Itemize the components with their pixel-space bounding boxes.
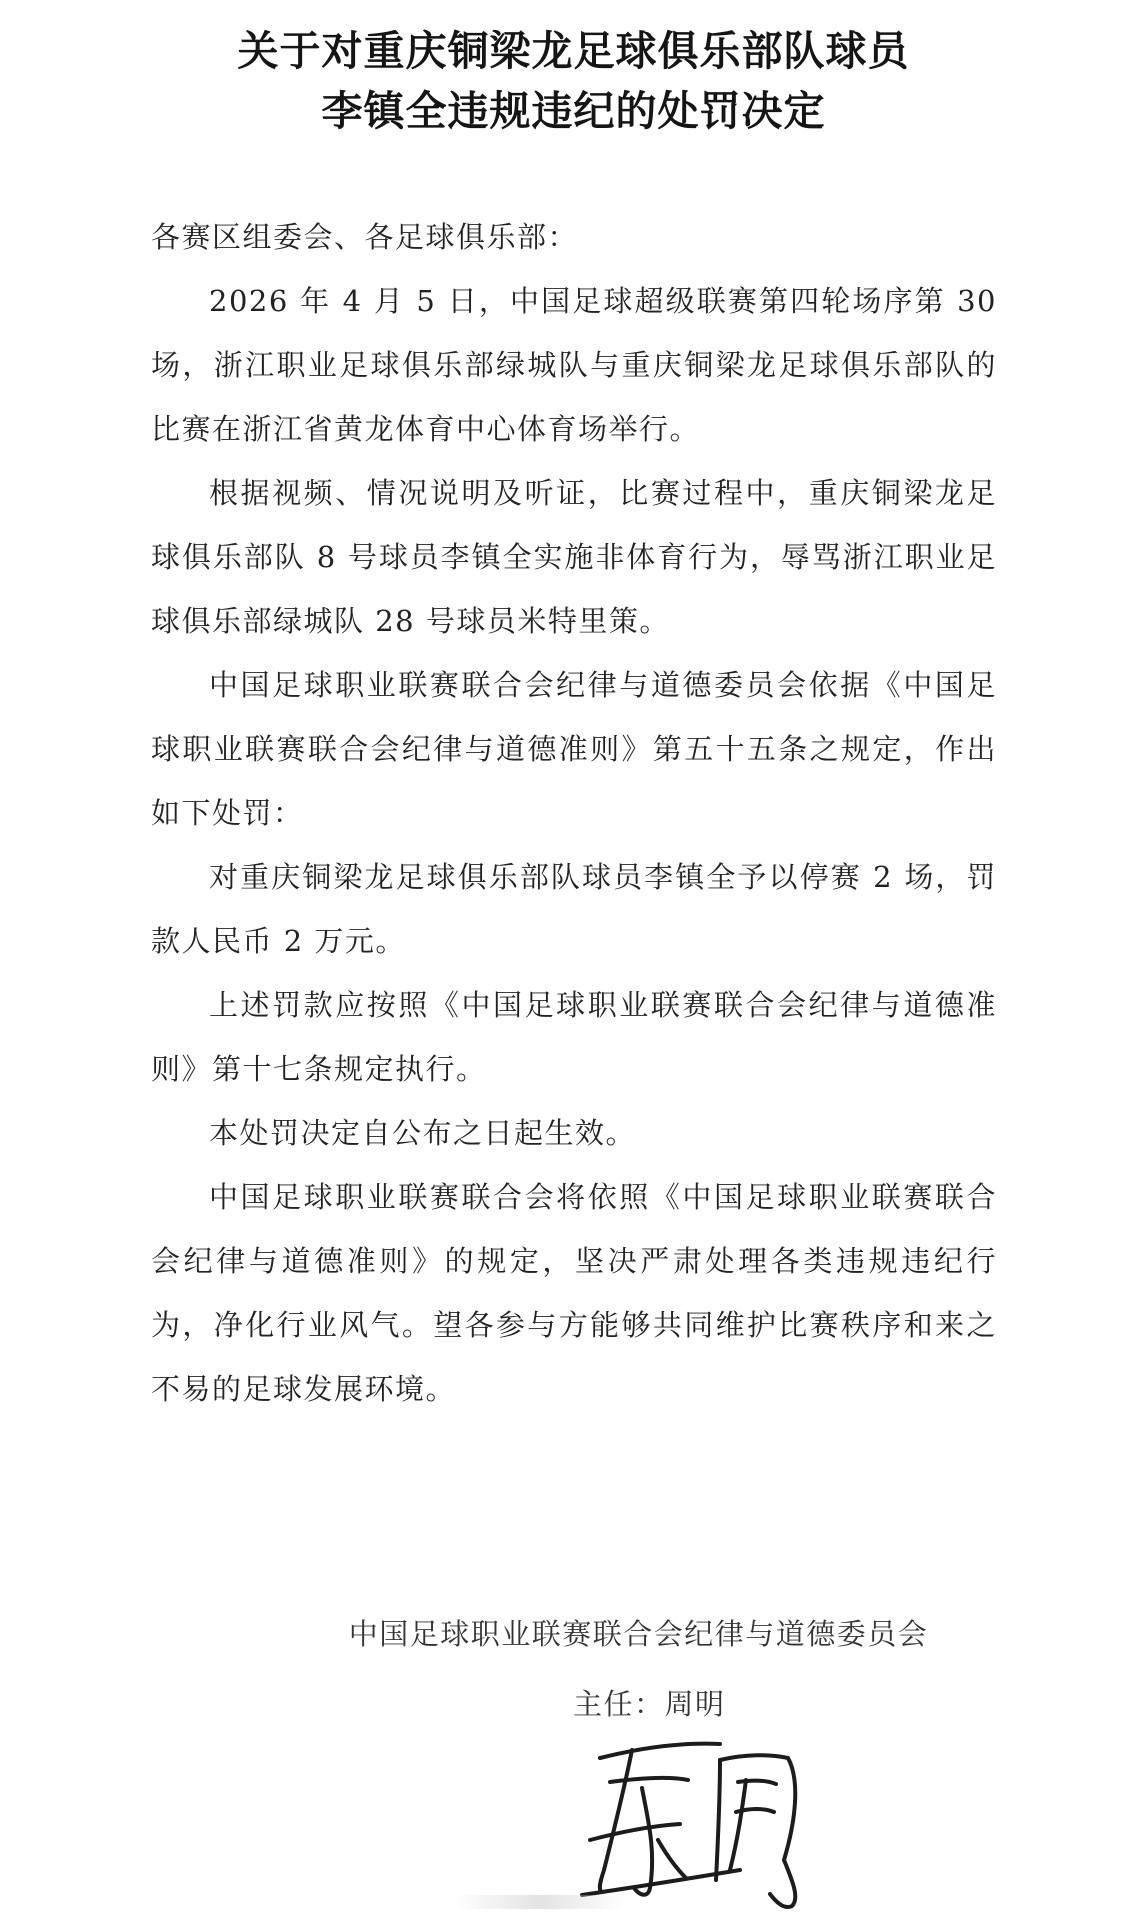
- paragraph-violation: 根据视频、情况说明及听证，比赛过程中，重庆铜梁龙足球俱乐部队 8 号球员李镇全实施非体育行为，辱骂浙江职业足球俱乐部绿城队 28 号球员米特里策。: [151, 476, 997, 638]
- document-body: [151, 205, 997, 1421]
- paragraph-closing: 中国足球职业联赛联合会将依照《中国足球职业联赛联合会纪律与道德准则》的规定，坚决严肃处理各类违规违纪行为，净化行业风气。望各参与方能够共同维护比赛秩序和来之不易的足球发展环境。: [151, 1180, 997, 1406]
- document-title-line-2: 李镇全违规违纪的处罚决定: [321, 87, 826, 135]
- paragraph-legal-basis: 中国足球职业联赛联合会纪律与道德委员会依据《中国足球职业联赛联合会纪律与道德准则》第五十五条之规定，作出如下处罚：: [151, 668, 997, 830]
- paragraph-effective: 本处罚决定自公布之日起生效。: [209, 1116, 637, 1150]
- paragraph-penalty: 对重庆铜梁龙足球俱乐部队球员李镇全予以停赛 2 场，罚款人民币 2 万元。: [151, 860, 997, 958]
- issuer-name: 中国足球职业联赛联合会纪律与道德委员会: [348, 1617, 929, 1651]
- salutation: 各赛区组委会、各足球俱乐部：: [151, 220, 579, 254]
- handwritten-signature: [570, 1720, 840, 1910]
- paragraph-match-info: 2026 年 4 月 5 日，中国足球超级联赛第四轮场序第 30 场，浙江职业足球俱乐部绿城队与重庆铜梁龙足球俱乐部队的比赛在浙江省黄龙体育中心体育场举行。: [151, 284, 997, 446]
- director-line: 主任：周明: [573, 1687, 726, 1721]
- paragraph-fine-execution: 上述罚款应按照《中国足球职业联赛联合会纪律与道德准则》第十七条规定执行。: [151, 988, 997, 1086]
- document-title-line-1: 关于对重庆铜梁龙足球俱乐部队球员: [237, 27, 910, 75]
- faint-watermark-mark: [455, 1895, 625, 1909]
